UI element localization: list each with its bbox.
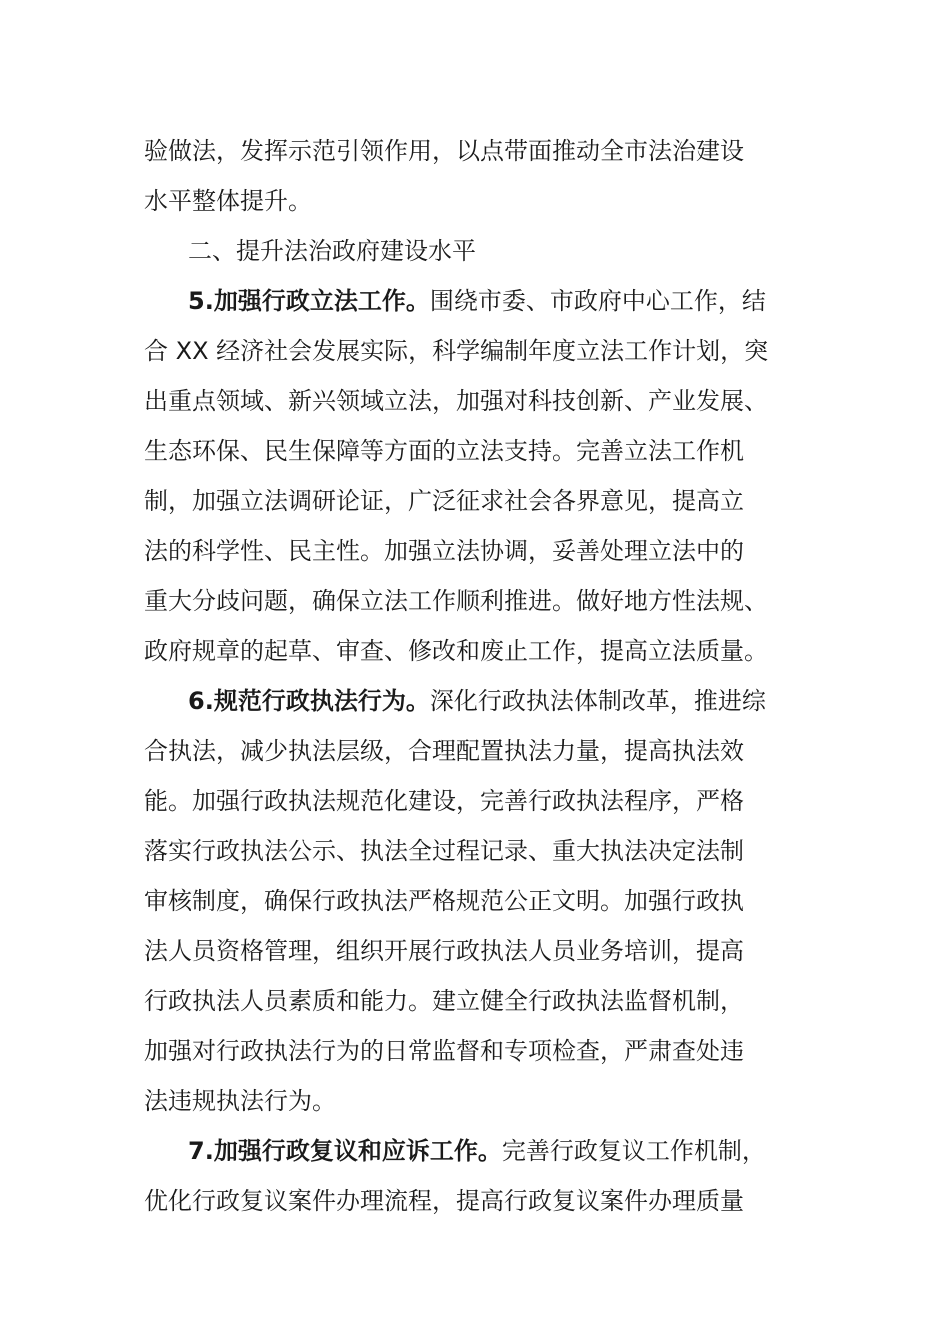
section-heading: 二、提升法治政府建设水平 bbox=[188, 237, 476, 265]
body-text-line: 审核制度，确保行政执法严格规范公正文明。加强行政执 bbox=[144, 887, 744, 915]
body-text-line: 验做法，发挥示范引领作用，以点带面推动全市法治建设 bbox=[144, 137, 744, 165]
body-text-line: 落实行政执法公示、执法全过程记录、重大执法决定法制 bbox=[144, 837, 744, 865]
body-text-line: 制，加强立法调研论证，广泛征求社会各界意见，提高立 bbox=[144, 487, 744, 515]
body-text: 深化行政执法体制改革，推进综 bbox=[429, 687, 766, 715]
paragraph-first-line bbox=[188, 1135, 766, 1167]
item-heading: 7.加强行政复议和应诉工作。 bbox=[188, 1137, 502, 1165]
body-text-line: 水平整体提升。 bbox=[144, 187, 312, 215]
body-text-line: 合 XX 经济社会发展实际，科学编制年度立法工作计划，突 bbox=[144, 337, 769, 365]
paragraph-first-line bbox=[188, 285, 766, 317]
item-heading: 6.规范行政执法行为。 bbox=[188, 687, 430, 715]
body-text-line: 出重点领域、新兴领域立法，加强对科技创新、产业发展、 bbox=[144, 387, 768, 415]
body-text-line: 加强对行政执法行为的日常监督和专项检查，严肃查处违 bbox=[144, 1037, 744, 1065]
body-text-line: 合执法，减少执法层级，合理配置执法力量，提高执法效 bbox=[144, 737, 744, 765]
body-text-line: 政府规章的起草、审查、修改和废止工作，提高立法质量。 bbox=[144, 637, 768, 665]
body-text-line: 法人员资格管理，组织开展行政执法人员业务培训，提高 bbox=[144, 937, 744, 965]
body-text-line: 行政执法人员素质和能力。建立健全行政执法监督机制， bbox=[144, 987, 744, 1015]
body-text: 完善行政复议工作机制， bbox=[501, 1137, 766, 1165]
paragraph-first-line bbox=[188, 685, 766, 717]
body-text-line: 法违规执法行为。 bbox=[144, 1087, 336, 1115]
item-heading: 5.加强行政立法工作。 bbox=[188, 287, 430, 315]
body-text-line: 生态环保、民生保障等方面的立法支持。完善立法工作机 bbox=[144, 437, 744, 465]
body-text-line: 优化行政复议案件办理流程，提高行政复议案件办理质量 bbox=[144, 1187, 744, 1215]
body-text-line: 法的科学性、民主性。加强立法协调，妥善处理立法中的 bbox=[144, 537, 744, 565]
body-text-line: 重大分歧问题，确保立法工作顺利推进。做好地方性法规、 bbox=[144, 587, 768, 615]
body-text: 围绕市委、市政府中心工作，结 bbox=[429, 287, 766, 315]
body-text-line: 能。加强行政执法规范化建设，完善行政执法程序，严格 bbox=[144, 787, 744, 815]
